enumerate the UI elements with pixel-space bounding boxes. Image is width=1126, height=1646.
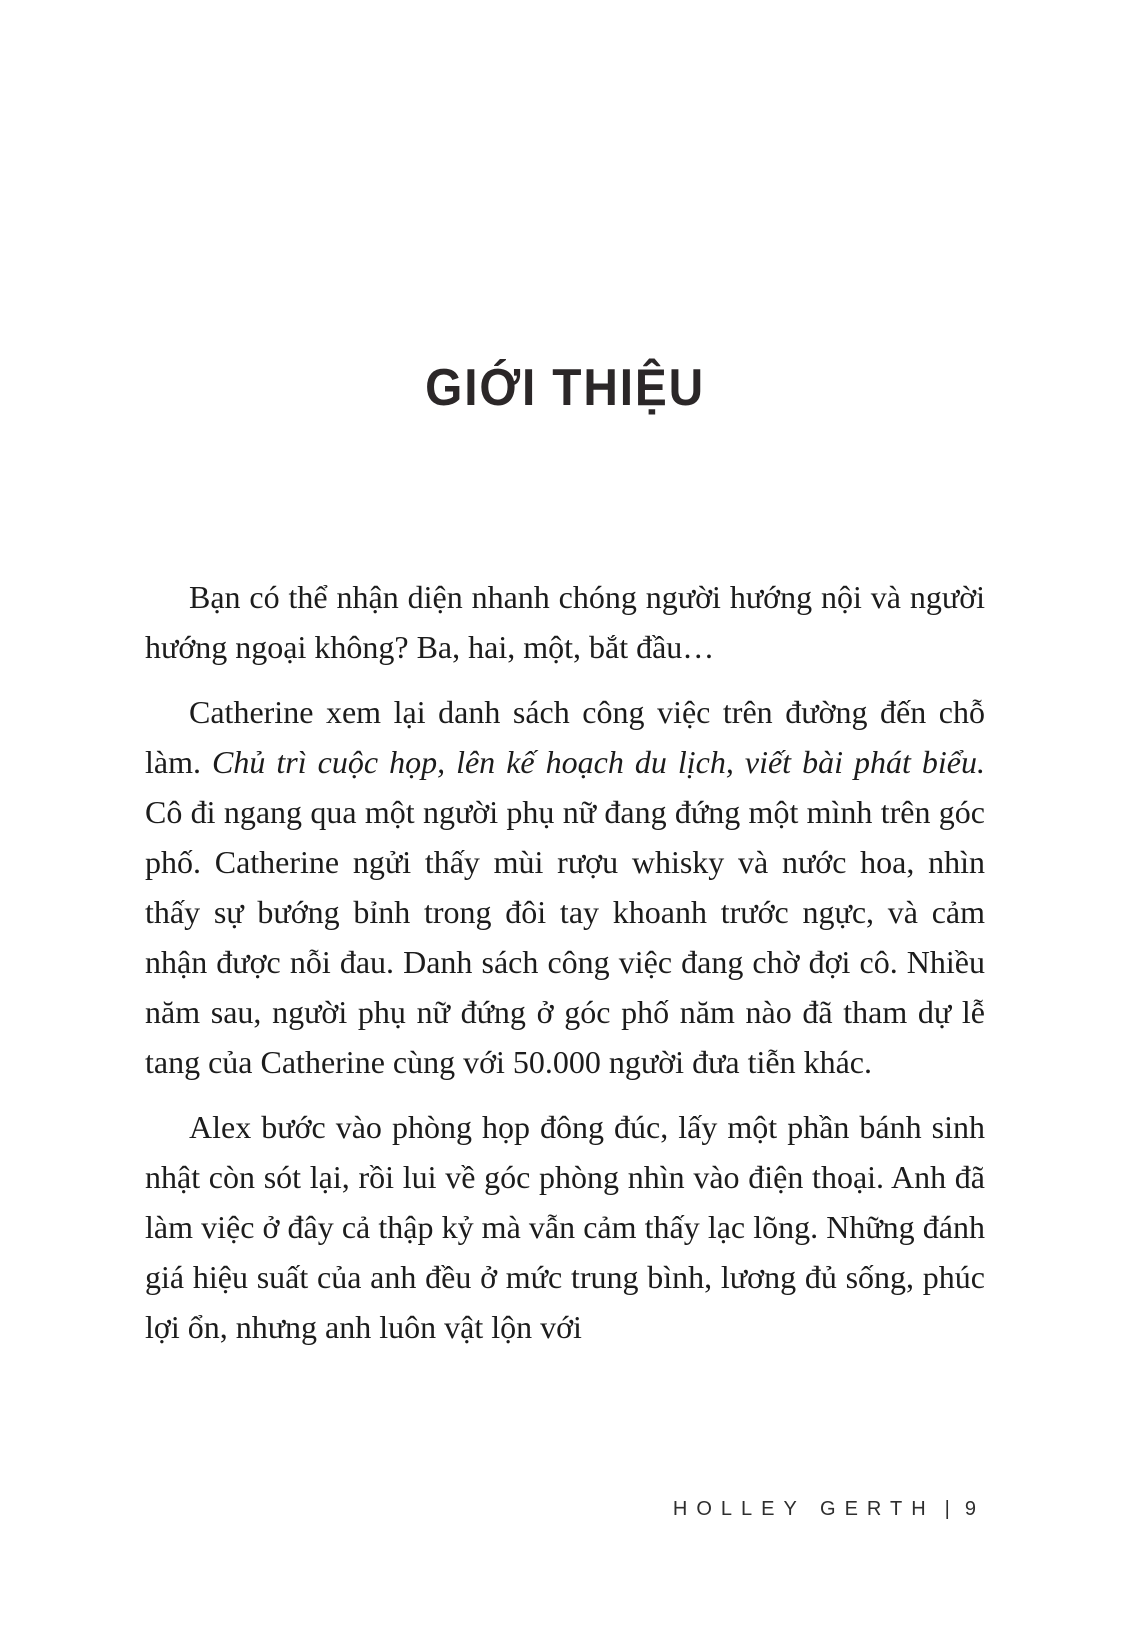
text-segment: Bạn có thể nhận diện nhanh chóng người hướng nội và người hướng ngoại không? Ba, hai, một, bắt đầu…	[145, 579, 985, 665]
body-text	[145, 572, 985, 1352]
text-segment: Alex bước vào phòng họp đông đúc, lấy một phần bánh sinh nhật còn sót lại, rồi lui về góc phòng nhìn vào điện thoại. Anh đã làm việc ở đây cả thập kỷ mà vẫn cảm thấy lạc lõng. Những đánh giá hiệu suất của anh đều ở mức trung bình, lương đủ sống, phúc lợi ổn, nhưng anh luôn vật lộn với	[145, 1109, 985, 1345]
paragraph	[145, 572, 985, 672]
paragraph	[145, 1102, 985, 1352]
text-segment: Catherine xem lại danh sách công việc trên đường đến chỗ làm.	[145, 694, 985, 780]
footer-author: HOLLEY GERTH	[672, 1498, 935, 1520]
chapter-title	[145, 352, 985, 424]
paragraph	[145, 687, 985, 1087]
page-content-column	[145, 0, 985, 1352]
text-segment: Cô đi ngang qua một người phụ nữ đang đứng một mình trên góc phố. Catherine ngửi thấy mùi rượu whisky và nước hoa, nhìn thấy sự bướng bỉnh trong đôi tay khoanh trước ngực, và cảm nhận được nỗi đau. Danh sách công việc đang chờ đợi cô. Nhiều năm sau, người phụ nữ đứng ở góc phố năm nào đã tham dự lễ tang của Catherine cùng với 50.000 người đưa tiễn khác.	[145, 794, 985, 1080]
chapter-title-text: GIỚI THIỆU	[425, 359, 705, 417]
footer-page-number: 9	[964, 1498, 985, 1520]
page-footer	[673, 1498, 985, 1521]
footer-separator: |	[944, 1498, 959, 1520]
italic-text-segment: Chủ trì cuộc họp, lên kế hoạch du lịch, viết bài phát biểu.	[212, 744, 986, 780]
